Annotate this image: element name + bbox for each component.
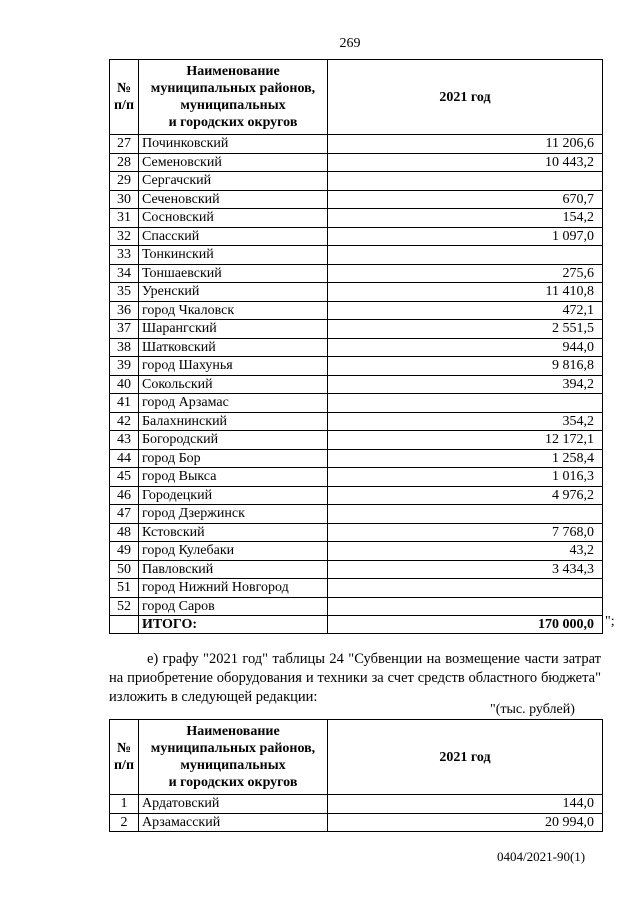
row-name: Уренский <box>139 283 328 302</box>
table-row <box>110 172 603 191</box>
row-number: 34 <box>110 264 139 283</box>
row-number: 49 <box>110 542 139 561</box>
row-value: 472,1 <box>328 301 603 320</box>
row-name: Сосновский <box>139 209 328 228</box>
row-value <box>328 579 603 598</box>
row-name: Сокольский <box>139 375 328 394</box>
row-number: 32 <box>110 227 139 246</box>
row-name: город Нижний Новгород <box>139 579 328 598</box>
table-row <box>110 320 603 339</box>
header-year: 2021 год <box>328 720 603 795</box>
row-value: 11 410,8 <box>328 283 603 302</box>
row-number: 27 <box>110 135 139 154</box>
table-row <box>110 209 603 228</box>
row-value: 12 172,1 <box>328 431 603 450</box>
row-number: 38 <box>110 338 139 357</box>
row-number: 2 <box>110 813 139 832</box>
row-number: 28 <box>110 153 139 172</box>
row-value: 20 994,0 <box>328 813 603 832</box>
row-number: 35 <box>110 283 139 302</box>
row-value <box>328 172 603 191</box>
row-name: город Чкаловск <box>139 301 328 320</box>
row-number: 42 <box>110 412 139 431</box>
table-row <box>110 468 603 487</box>
row-value: 275,6 <box>328 264 603 283</box>
row-value: 2 551,5 <box>328 320 603 339</box>
row-name: Тоншаевский <box>139 264 328 283</box>
table-row <box>110 375 603 394</box>
row-value: 7 768,0 <box>328 523 603 542</box>
row-name: Арзамасский <box>139 813 328 832</box>
subsidy-table-24 <box>109 719 603 832</box>
total-label: ИТОГО: <box>139 616 328 634</box>
header-name: Наименование муниципальных районов, муниципальных и городских округов <box>139 60 328 135</box>
row-name: город Саров <box>139 597 328 616</box>
row-name: город Кулебаки <box>139 542 328 561</box>
row-value: 1 258,4 <box>328 449 603 468</box>
row-value <box>328 505 603 524</box>
table-row <box>110 264 603 283</box>
row-name: Семеновский <box>139 153 328 172</box>
row-number: 44 <box>110 449 139 468</box>
row-number: 37 <box>110 320 139 339</box>
row-number: 50 <box>110 560 139 579</box>
table-row <box>110 579 603 598</box>
row-value <box>328 394 603 413</box>
table-row <box>110 486 603 505</box>
row-name: Балахнинский <box>139 412 328 431</box>
closing-quote-mark: "; <box>605 614 615 629</box>
table-row <box>110 505 603 524</box>
row-name: Сергачский <box>139 172 328 191</box>
table-body <box>110 795 603 832</box>
row-value: 144,0 <box>328 795 603 814</box>
row-value <box>328 246 603 265</box>
header-name: Наименование муниципальных районов, муниципальных и городских округов <box>139 720 328 795</box>
table-row <box>110 338 603 357</box>
row-value: 1 097,0 <box>328 227 603 246</box>
row-value <box>328 597 603 616</box>
row-value: 154,2 <box>328 209 603 228</box>
row-number: 31 <box>110 209 139 228</box>
row-name: Спасский <box>139 227 328 246</box>
row-value: 944,0 <box>328 338 603 357</box>
row-name: город Бор <box>139 449 328 468</box>
header-num: № п/п <box>110 720 139 795</box>
row-value: 354,2 <box>328 412 603 431</box>
table-row <box>110 227 603 246</box>
row-name: Павловский <box>139 560 328 579</box>
total-value: 170 000,0 <box>328 616 603 634</box>
table-row <box>110 449 603 468</box>
table-header-row <box>110 60 603 135</box>
table-row <box>110 795 603 814</box>
row-name: город Арзамас <box>139 394 328 413</box>
table-row <box>110 542 603 561</box>
table-row <box>110 394 603 413</box>
row-name: Шатковский <box>139 338 328 357</box>
row-number: 41 <box>110 394 139 413</box>
row-number: 29 <box>110 172 139 191</box>
row-name: город Шахунья <box>139 357 328 376</box>
table-row <box>110 135 603 154</box>
row-name: Богородский <box>139 431 328 450</box>
row-value: 394,2 <box>328 375 603 394</box>
page-number: 269 <box>339 36 361 51</box>
table-header-row <box>110 720 603 795</box>
row-number: 45 <box>110 468 139 487</box>
row-value: 3 434,3 <box>328 560 603 579</box>
row-name: Тонкинский <box>139 246 328 265</box>
row-number: 33 <box>110 246 139 265</box>
total-num-cell <box>110 616 139 634</box>
row-number: 43 <box>110 431 139 450</box>
row-name: город Дзержинск <box>139 505 328 524</box>
table-row <box>110 431 603 450</box>
row-number: 52 <box>110 597 139 616</box>
row-name: Ардатовский <box>139 795 328 814</box>
row-name: Шарангский <box>139 320 328 339</box>
total-row <box>110 616 603 634</box>
row-number: 46 <box>110 486 139 505</box>
table-row <box>110 597 603 616</box>
table-row <box>110 412 603 431</box>
table-row <box>110 813 603 832</box>
row-value: 670,7 <box>328 190 603 209</box>
table-row <box>110 153 603 172</box>
row-number: 30 <box>110 190 139 209</box>
document-code: 0404/2021-90(1) <box>497 849 586 864</box>
row-number: 47 <box>110 505 139 524</box>
table-row <box>110 246 603 265</box>
row-number: 40 <box>110 375 139 394</box>
row-value: 10 443,2 <box>328 153 603 172</box>
row-name: Городецкий <box>139 486 328 505</box>
row-number: 51 <box>110 579 139 598</box>
table-row <box>110 523 603 542</box>
header-num: № п/п <box>110 60 139 135</box>
subsidy-table-continued <box>109 59 603 634</box>
table-row <box>110 283 603 302</box>
row-name: Сеченовский <box>139 190 328 209</box>
table-row <box>110 357 603 376</box>
row-number: 39 <box>110 357 139 376</box>
row-value: 4 976,2 <box>328 486 603 505</box>
row-number: 48 <box>110 523 139 542</box>
row-value: 1 016,3 <box>328 468 603 487</box>
header-year: 2021 год <box>328 60 603 135</box>
table-row <box>110 301 603 320</box>
row-name: Кстовский <box>139 523 328 542</box>
amendment-paragraph: е) графу "2021 год" таблицы 24 "Субвенции на возмещение части затрат на приобретение оборудования и техники за счет средств областного бюджета" изложить в следующей редакции: <box>109 651 601 705</box>
table-row <box>110 190 603 209</box>
row-number: 1 <box>110 795 139 814</box>
table-body <box>110 135 603 616</box>
row-name: Починковский <box>139 135 328 154</box>
table-row <box>110 560 603 579</box>
row-value: 43,2 <box>328 542 603 561</box>
row-name: город Выкса <box>139 468 328 487</box>
row-value: 11 206,6 <box>328 135 603 154</box>
row-number: 36 <box>110 301 139 320</box>
units-label: "(тыс. рублей) <box>490 702 575 717</box>
row-value: 9 816,8 <box>328 357 603 376</box>
